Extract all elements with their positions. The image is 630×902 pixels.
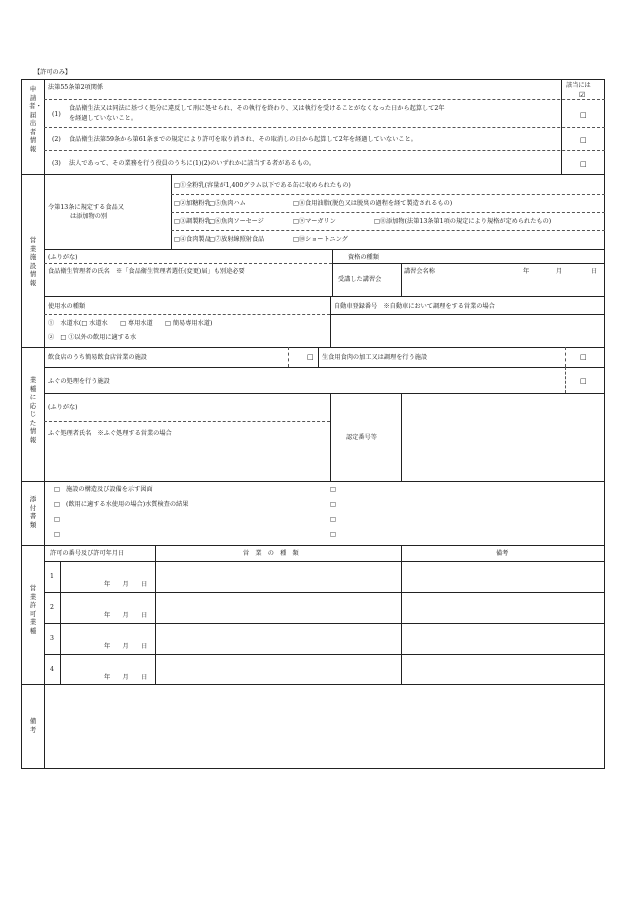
permit-row-3-date: 年 月 日 [104, 643, 148, 650]
option-formula-milk-powder[interactable]: □③調製粉乳 [174, 218, 211, 225]
business-type-header: 営 業 の 種 類 [243, 550, 299, 557]
divider [318, 347, 319, 367]
simple-restaurant-label: 飲食店のうち簡易飲食店営業の施設 [48, 354, 147, 361]
option-fish-ham[interactable]: □⑤魚肉ハム [209, 200, 246, 207]
permit-row-4-date: 年 月 日 [104, 674, 148, 681]
divider [44, 99, 605, 100]
option-margarine[interactable]: □⑨マーガリン [293, 218, 336, 225]
water-option-tap[interactable]: ① 水道水(□ 水道水 □ 専用水道 □ 簡易専用水道) [48, 320, 213, 327]
fugu-processor-name-label: ふぐ処理者氏名 ※ふぐ処理する営業の場合 [48, 430, 172, 437]
attachment-blank-1[interactable]: □ [54, 516, 60, 523]
certification-number-label: 認定番号等 [346, 434, 377, 441]
divider [44, 654, 605, 655]
fugu-facility-label: ふぐの処理を行う施設 [48, 378, 110, 385]
option-irradiated-food[interactable]: □⑦放射線照射食品 [209, 236, 265, 243]
permit-row-1-number: 1 [50, 573, 54, 580]
divider [44, 150, 605, 151]
divider [44, 421, 330, 422]
fugu-furigana-label: (ふりがな) [48, 404, 78, 411]
attachment-right-4[interactable]: □ [330, 531, 336, 538]
permit-row-4-number: 4 [50, 666, 54, 673]
remarks-field[interactable] [45, 686, 604, 768]
section-divider [21, 684, 605, 685]
course-month-label: 月 [556, 268, 563, 275]
simple-restaurant-checkbox[interactable]: □ [307, 353, 314, 361]
section-divider [21, 481, 605, 482]
divider [44, 561, 605, 562]
item-1-number: (1) [52, 111, 61, 118]
section-divider [21, 545, 605, 546]
applicant-section-label: 申請者・届出者情報 [29, 85, 42, 153]
applicable-checkbox-checked[interactable]: ☑ [579, 91, 586, 99]
section-label-column-divider [44, 79, 45, 769]
option-edible-oil[interactable]: □⑧食用油脂(脱色又は脱臭の過程を経て製造されるもの) [293, 200, 453, 207]
permit-only-label: 【許可のみ】 [34, 69, 72, 76]
food-additive-label-cont: は添加物の別 [70, 213, 108, 220]
divider [401, 545, 402, 684]
divider [171, 212, 605, 213]
attachment-right-2[interactable]: □ [330, 501, 336, 508]
food-additive-label: 令第13条に規定する食品又 [48, 204, 124, 211]
permit-number-header: 許可の番号及び許可年月日 [50, 550, 125, 557]
course-name-label: 講習会名称 [404, 268, 435, 275]
permit-row-3-number: 3 [50, 635, 54, 642]
option-additive[interactable]: □⑪添加物(法第13条第1項の規定により規格が定められたもの) [374, 218, 552, 225]
permit-row-1-date: 年 月 日 [104, 581, 148, 588]
attachment-blank-2[interactable]: □ [54, 531, 60, 538]
attachment-floor-plan[interactable]: □ 施設の構造及び設備を示す図面 [54, 486, 153, 493]
raw-meat-checkbox[interactable]: □ [580, 353, 587, 361]
item-2-checkbox[interactable]: □ [580, 136, 587, 144]
divider [401, 393, 402, 481]
item-3-checkbox[interactable]: □ [580, 160, 587, 168]
attachment-right-3[interactable]: □ [330, 516, 336, 523]
water-type-label: 使用水の種類 [48, 303, 86, 310]
option-meat-products[interactable]: □④食肉製品 [174, 236, 211, 243]
attachment-right-1[interactable]: □ [330, 486, 336, 493]
divider [44, 127, 605, 128]
remarks-section-label: 備考 [29, 717, 37, 734]
item-1-text-cont: を経過していないこと。 [69, 115, 138, 122]
divider [44, 314, 330, 315]
item-1-checkbox[interactable]: □ [580, 111, 587, 119]
option-shortening[interactable]: □⑩ショートニング [293, 236, 348, 243]
option-fish-sausage[interactable]: □⑥魚肉ソーセージ [209, 218, 264, 225]
facility-section-label: 営業施設情報 [29, 236, 37, 287]
item-3-text: 法人であって、その業務を行う役員のうちに(1)(2)のいずれかに該当する者があるもの。 [69, 160, 316, 167]
vehicle-number-label: 自動車登録番号 ※自動車において調理をする営業の場合 [334, 303, 495, 310]
section-divider [21, 174, 605, 175]
divider [44, 623, 605, 624]
divider [155, 545, 156, 684]
permit-row-2-number: 2 [50, 604, 54, 611]
permits-section-label: 営業許可業種 [29, 584, 37, 635]
divider [44, 296, 605, 297]
manager-furigana-label: (ふりがな) [48, 254, 78, 261]
permit-row-2-date: 年 月 日 [104, 612, 148, 619]
applicable-header: 該当には [566, 82, 591, 89]
divider [44, 393, 605, 394]
fugu-facility-checkbox[interactable]: □ [580, 377, 587, 385]
option-sweetened-milk-powder[interactable]: □②加糖粉乳 [174, 200, 211, 207]
divider [330, 393, 331, 481]
divider [401, 263, 402, 296]
item-3-number: (3) [52, 160, 61, 167]
item-1-text: 食品衛生法又は同法に基づく処分に違反して刑に処せられ、その執行を終わり、又は執行を受けることがなくなった日から起算して2年 [69, 105, 445, 112]
permit-remarks-header: 備考 [496, 550, 509, 557]
divider [171, 230, 605, 231]
divider [171, 194, 605, 195]
course-day-label: 日 [591, 268, 598, 275]
course-year-label: 年 [523, 268, 530, 275]
divider [44, 263, 332, 264]
divider [332, 263, 605, 264]
divider [44, 249, 605, 250]
course-attended-label: 受講した講習会 [338, 276, 382, 283]
attachment-water-test[interactable]: □ (飲用に適する水使用の場合)水質検査の結果 [54, 501, 189, 508]
divider [44, 592, 605, 593]
item-2-number: (2) [52, 136, 61, 143]
manager-name-label: 食品衛生管理者の氏名 ※「食品衛生管理者選任(変更)届」も別途必要 [48, 268, 245, 275]
divider [565, 347, 566, 367]
raw-meat-label: 生食用食肉の加工又は調理を行う施設 [322, 354, 428, 361]
section-divider [21, 347, 605, 348]
divider [330, 296, 331, 347]
divider [332, 249, 333, 296]
attachments-section-label: 添付書類 [29, 495, 37, 529]
law-reference: 法第55条第2項関係 [48, 84, 104, 91]
divider [565, 367, 566, 393]
business-section-label: 業種に応じた情報 [29, 376, 37, 444]
option-whole-milk-powder[interactable]: □①全粉乳(容量が1,400グラム以下である缶に収められたもの) [174, 182, 351, 189]
divider [288, 347, 289, 367]
qualification-type-label: 資格の種類 [348, 254, 379, 261]
item-2-text: 食品衛生法第59条から第61条までの規定により許可を取り消され、その取消しの日から起算して2年を経過していないこと。 [69, 136, 417, 143]
water-option-other[interactable]: ② □ ①以外の飲用に適する水 [48, 334, 137, 341]
divider [330, 314, 605, 315]
divider [44, 367, 605, 368]
